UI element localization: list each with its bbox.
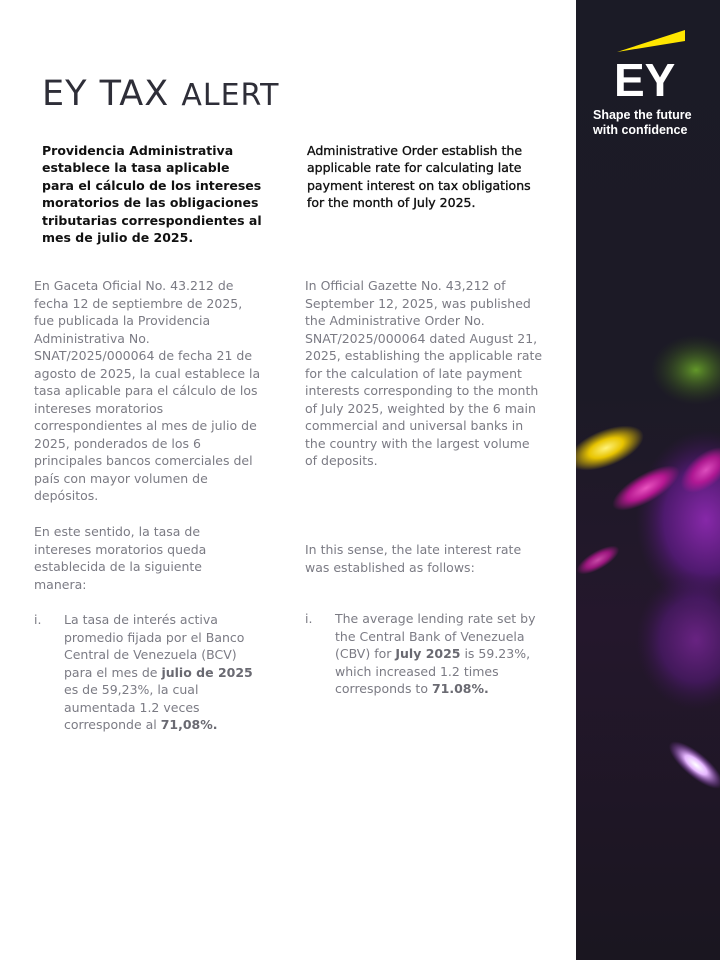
item-bold-rate: 71,08%. <box>160 717 218 732</box>
list-item-number: i. <box>305 611 313 626</box>
list-item-text <box>64 611 266 734</box>
tagline-line-2: with confidence <box>593 123 688 137</box>
english-lead-block <box>307 142 543 212</box>
title-alert: ALERT <box>181 78 280 113</box>
brand-side-panel <box>576 0 720 960</box>
tagline-line-1: Shape the future <box>593 108 692 122</box>
item-text-part: The average lending rate set by the Central Bank of Venezuela (CBV) for <box>335 611 536 661</box>
brand-tagline <box>593 108 713 138</box>
item-bold-rate: 71.08%. <box>431 681 489 696</box>
spanish-lead: Providencia Administrativa establece la tasa aplicable para el cálculo de los intereses moratorios de las obligaciones tributarias correspondientes al mes de julio de 2025. <box>42 143 262 246</box>
spanish-paragraph-1: En Gaceta Oficial No. 43.212 de fecha 12 de septiembre de 2025, fue publicada la Providencia Administrativa No. SNAT/2025/000064 de fecha 21 de agosto de 2025, la cual establece la tasa aplicable para el cálculo de los intereses moratorios correspondientes al mes de julio de 2025, ponderados de los 6 principales bancos comerciales del país con mayor volumen de depósitos. <box>34 278 261 503</box>
ey-logo-beam-icon <box>617 30 685 52</box>
ey-logo <box>592 28 692 106</box>
ey-logo-text: EY <box>614 54 676 106</box>
list-item-number: i. <box>34 612 42 627</box>
english-paragraph-1: In Official Gazette No. 43,212 of September 12, 2025, was published the Administrative Order No. SNAT/2025/000064 dated August 21, 2025, establishing the applicable rate for the calculation of late payment interests corresponding to the month of July 2025, weighted by the 6 main commercial and universal banks in the country with the largest volume of deposits. <box>305 278 543 468</box>
item-text-part: es de 59,23%, la cual aumentada 1.2 veces corresponde al <box>64 682 200 732</box>
bokeh-light-image <box>576 0 720 960</box>
spanish-lead-block <box>42 142 264 246</box>
title-main: EY TAX <box>42 74 182 114</box>
item-text-part: La tasa de interés activa promedio fijada por el Banco Central de Venezuela (BCV) para el mes de <box>64 612 245 680</box>
english-list-item <box>305 610 545 698</box>
item-text-part: is 59.23%, which increased 1.2 times corresponds to <box>335 646 531 696</box>
item-bold-period: July 2025 <box>395 646 461 661</box>
item-bold-period: julio de 2025 <box>161 664 253 680</box>
english-paragraph-2: In this sense, the late interest rate was established as follows: <box>305 542 522 575</box>
page-title <box>42 74 280 114</box>
list-item-text <box>335 610 545 698</box>
english-lead: Administrative Order establish the applicable rate for calculating late payment interest on tax obligations for the month of July 2025. <box>307 143 531 211</box>
spanish-list-item <box>34 611 266 734</box>
spanish-paragraph-2: En este sentido, la tasa de intereses moratorios queda establecida de la siguiente manera: <box>34 524 207 592</box>
